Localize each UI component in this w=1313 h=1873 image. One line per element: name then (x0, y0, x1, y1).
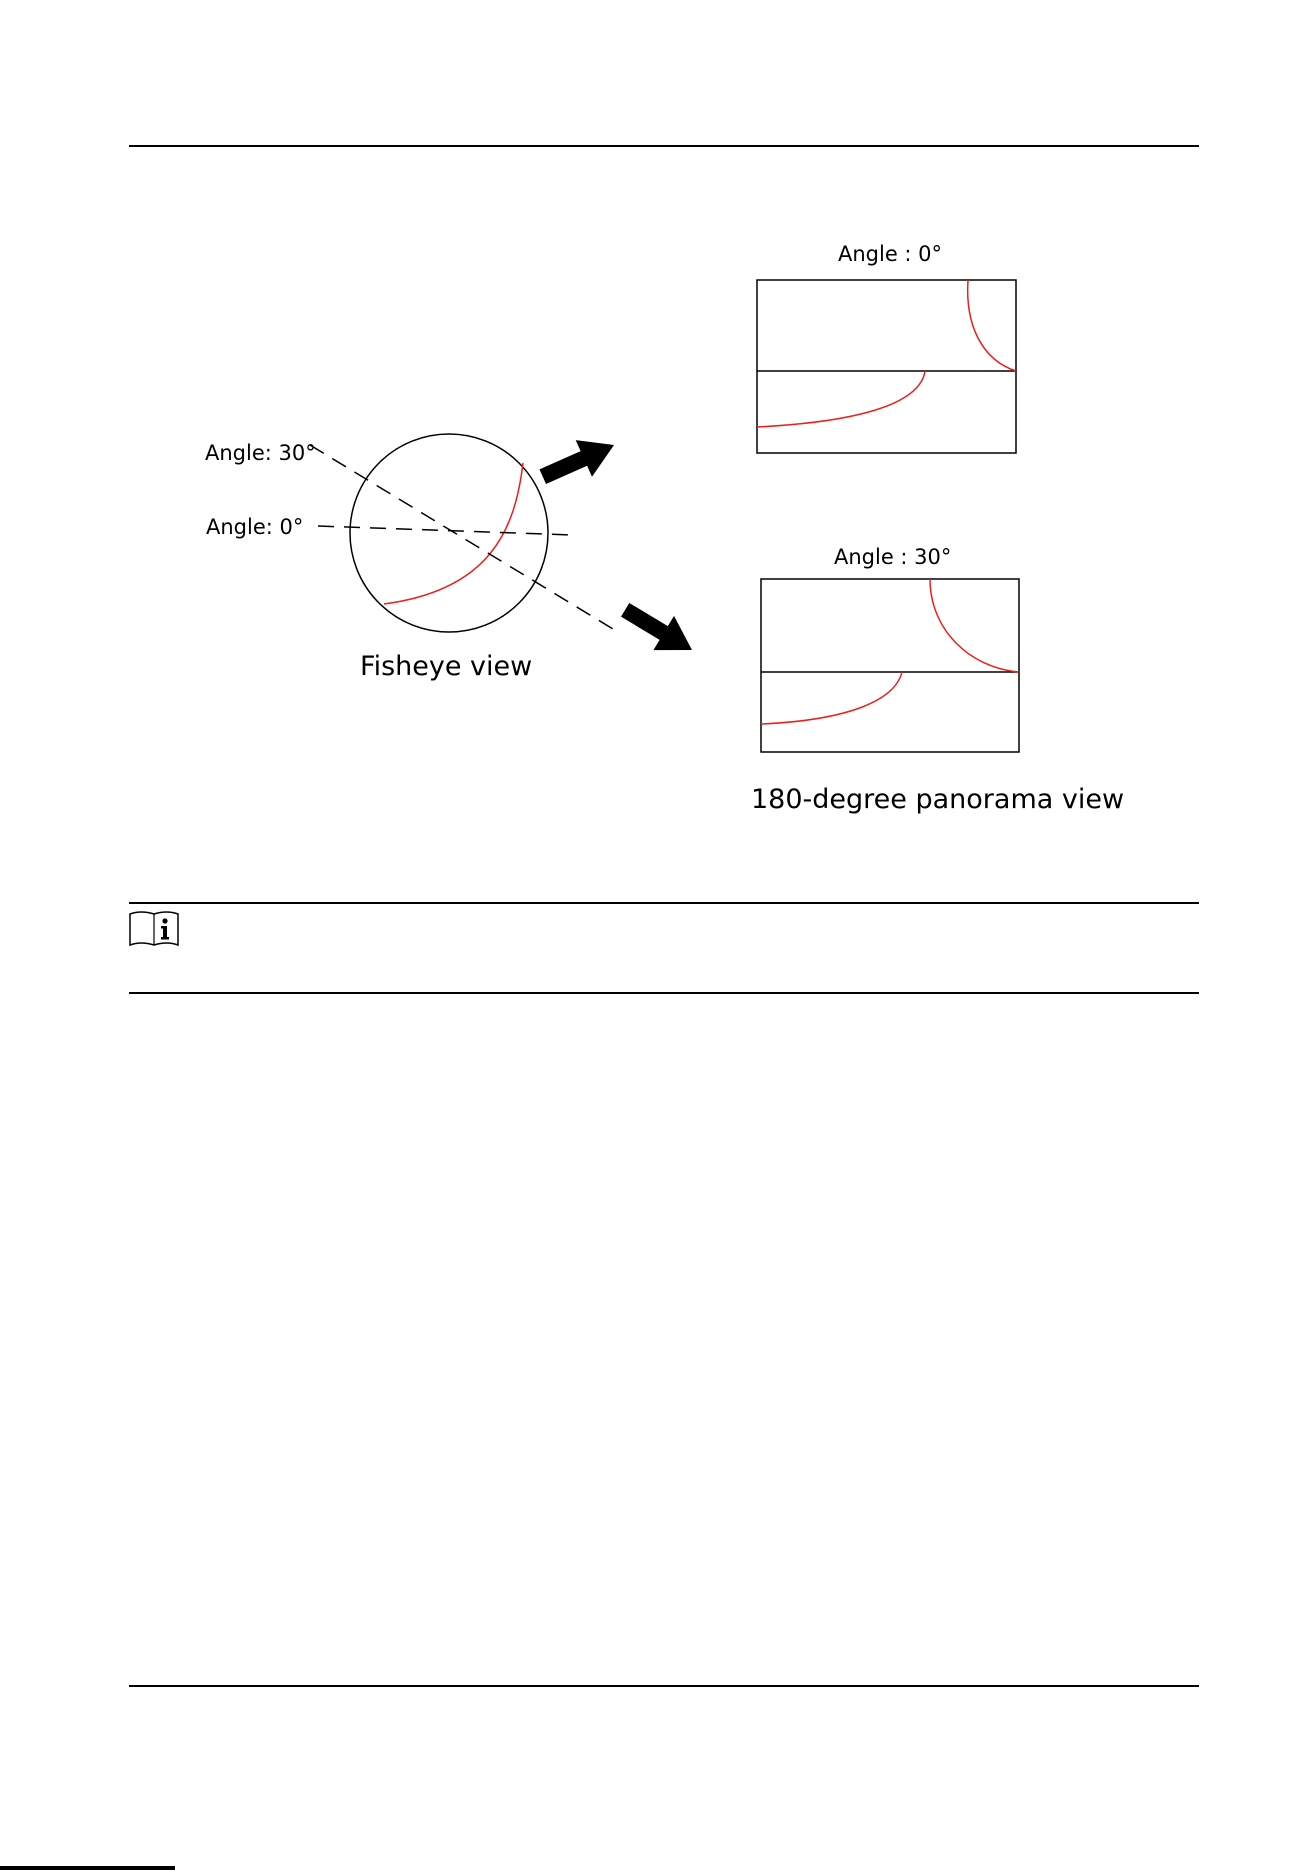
info-book-icon (128, 910, 180, 948)
arrow-to-bottom-panorama (615, 593, 702, 667)
angle-30-label: Angle: 30° (205, 441, 316, 465)
panorama-bottom-box (761, 579, 1019, 752)
angle-0-label: Angle: 0° (206, 515, 304, 539)
panorama-top-title: Angle : 0° (838, 242, 943, 266)
arrow-to-top-panorama (535, 427, 623, 495)
fisheye-red-arc (384, 463, 523, 604)
fisheye-caption: Fisheye view (360, 651, 533, 682)
fisheye-circle (350, 434, 548, 632)
note-bottom-rule (129, 992, 1199, 994)
panorama-caption: 180-degree panorama view (751, 784, 1125, 815)
panorama-top-lower-curve (757, 371, 925, 427)
footer-rule (129, 1685, 1199, 1687)
panorama-bottom-upper-curve (930, 579, 1019, 672)
note-top-rule (129, 902, 1199, 904)
panorama-bottom-lower-curve (761, 672, 902, 724)
fisheye-panorama-diagram (0, 0, 1313, 900)
panorama-top-box (757, 280, 1016, 453)
panorama-bottom-title: Angle : 30° (834, 545, 952, 569)
panorama-top-upper-curve (968, 280, 1016, 371)
bottom-edge-strip (0, 1866, 175, 1870)
